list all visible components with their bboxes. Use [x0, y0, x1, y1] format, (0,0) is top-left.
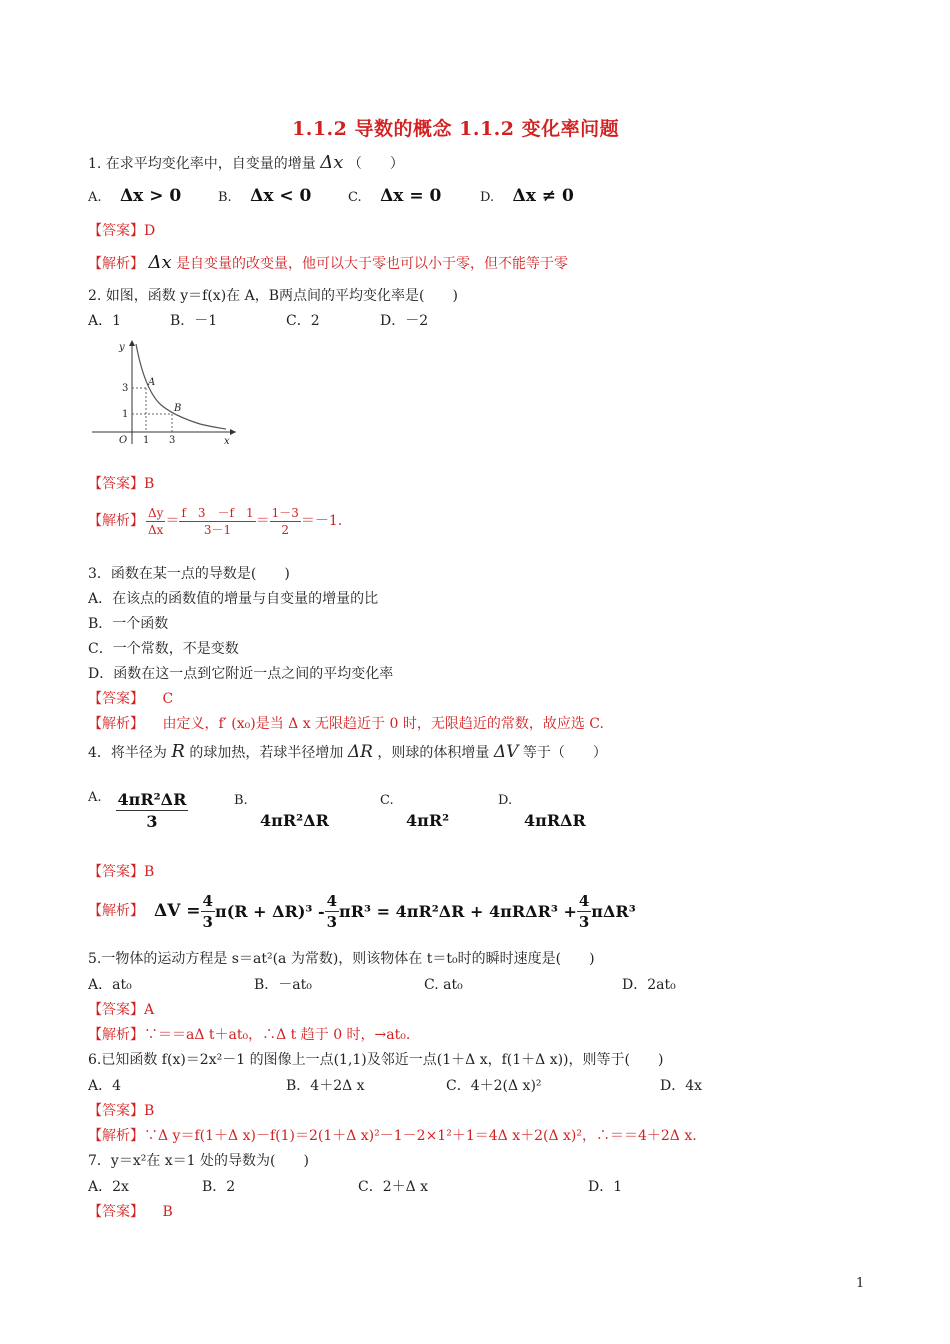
- q1-analysis-math: Δx: [148, 252, 172, 273]
- q4-analysis-frac1: [201, 892, 215, 931]
- q5-answer-value: A: [144, 1002, 155, 1018]
- q4-option-a-label: A.: [88, 790, 102, 805]
- q1-stem-before: 1. 在求平均变化率中，自变量的增量: [88, 156, 316, 172]
- q3-option-c: C．一个常数，不是变数: [88, 641, 239, 657]
- q6-option-c: C．4＋2(Δ x)²: [446, 1078, 542, 1094]
- q3-option-a: A．在该点的函数值的增量与自变量的增量的比: [88, 591, 379, 607]
- q5-option-d: D．2at₀: [622, 977, 676, 993]
- q2-frac1-num: Δy: [146, 506, 165, 522]
- q4-option-b: [234, 792, 329, 830]
- q4-frac1-num: 4: [202, 892, 213, 910]
- q4-option-a-frac: [116, 790, 189, 831]
- q5-answer-label: 【答案】: [88, 1002, 144, 1018]
- question-1-stem: [88, 152, 404, 174]
- q4-frac2-den: 3: [326, 913, 338, 931]
- q2-option-b: B．－1: [170, 313, 218, 329]
- q4-stem-after: 等于（ ）: [522, 745, 607, 761]
- q6-analysis-text: ∵Δ y＝f(1＋Δ x)－f(1)＝2(1＋Δ x)²－1－2×1²＋1＝4Δ x＋2(Δ x)²，∴＝＝4＋2Δ x.: [144, 1128, 697, 1144]
- q4-analysis-term3: πΔR³: [591, 901, 636, 921]
- q4-option-d-label: D.: [498, 793, 513, 808]
- q1-answer-value: D: [144, 223, 156, 239]
- q6-option-b: B．4＋2Δ x: [286, 1078, 365, 1094]
- q1-option-c-label: C.: [348, 190, 362, 205]
- q4-option-b-math: 4πR²ΔR: [260, 810, 329, 830]
- x-axis-arrow: [230, 429, 236, 435]
- graph-point-a: A: [148, 377, 156, 388]
- q2-analysis-label: 【解析】: [88, 513, 144, 530]
- q4-analysis-term2: πR³ = 4πR²ΔR + 4πRΔR³ +: [339, 901, 577, 921]
- q5-option-c: C. at₀: [424, 977, 463, 993]
- q5-analysis: [88, 1027, 410, 1044]
- q1-stem-after: （ ）: [347, 156, 404, 172]
- q4-frac3-den: 3: [578, 913, 590, 931]
- q3-option-b: B．一个函数: [88, 616, 169, 632]
- q5-option-a: A．at₀: [88, 977, 132, 993]
- q2-frac2-den: 3－1: [203, 523, 232, 538]
- q4-option-a-num: 4πR²ΔR: [116, 790, 189, 811]
- graph-point-b: B: [174, 403, 182, 414]
- q1-option-b: [218, 186, 311, 206]
- q4-option-d: [498, 792, 586, 830]
- q2-analysis-frac2: [179, 506, 255, 538]
- q6-option-d: D．4x: [660, 1078, 703, 1094]
- question-6-stem: 6.已知函数 f(x)＝2x²－1 的图像上一点(1,1)及邻近一点(1＋Δ x，f(1＋Δ x))，则等于( ): [88, 1052, 664, 1068]
- q3-answer-label: 【答案】: [88, 691, 144, 707]
- q7-option-d: D．1: [588, 1179, 623, 1195]
- question-4-stem: [88, 741, 607, 763]
- q4-option-a: [88, 790, 188, 831]
- y-axis-arrow: [129, 340, 135, 346]
- q2-answer: [88, 476, 154, 493]
- q3-analysis-label: 【解析】: [88, 716, 144, 732]
- q4-stem-mid: 的球加热，若球半径增加: [189, 745, 344, 761]
- q2-eq2: ＝: [255, 513, 270, 530]
- q6-answer: [88, 1103, 154, 1120]
- q4-option-c-label: C.: [380, 793, 394, 808]
- q5-analysis-label: 【解析】: [88, 1027, 144, 1043]
- page-number: 1: [856, 1276, 865, 1291]
- q4-analysis-label: 【解析】: [88, 903, 144, 920]
- q1-option-d-label: D.: [480, 190, 495, 205]
- q6-option-a: A．4: [88, 1078, 122, 1094]
- q1-option-a: [88, 186, 181, 206]
- q3-answer: [88, 691, 173, 708]
- q2-result: ＝－1.: [300, 513, 343, 530]
- q7-option-b: B．2: [202, 1179, 236, 1195]
- q5-answer: [88, 1002, 154, 1019]
- q4-analysis-frac2: [325, 892, 339, 931]
- graph-x-tick-1: 1: [143, 435, 150, 446]
- q7-answer: [88, 1204, 173, 1221]
- q4-answer: [88, 864, 154, 881]
- q4-stem-dv: ΔV: [493, 742, 519, 762]
- q4-analysis-term1: π(R + ΔR)³ -: [214, 901, 325, 921]
- q4-stem-r: R: [171, 741, 185, 762]
- graph-y-tick-3: 3: [122, 383, 129, 394]
- graph-origin-label: O: [119, 435, 128, 446]
- q5-analysis-text: ∵＝＝aΔ t＋at₀，∴Δ t 趋于 0 时，→at₀.: [144, 1027, 411, 1043]
- q4-stem-before: 4．将半径为: [88, 745, 167, 761]
- q6-answer-label: 【答案】: [88, 1103, 144, 1119]
- q2-option-d: D．－2: [380, 313, 429, 329]
- q3-analysis-text: 由定义，f′ (x₀)是当 Δ x 无限趋近于 0 时，无限趋近的常数，故应选 C.: [162, 716, 604, 732]
- graph-x-label: x: [224, 436, 230, 447]
- q4-answer-value: B: [144, 864, 155, 880]
- q1-answer: [88, 223, 155, 240]
- q2-frac3-den: 2: [281, 523, 290, 538]
- q7-option-c: C．2＋Δ x: [358, 1179, 429, 1195]
- question-7-stem: 7．y＝x²在 x＝1 处的导数为( ): [88, 1153, 309, 1169]
- q1-answer-label: 【答案】: [88, 223, 144, 239]
- q1-option-d: [480, 186, 574, 206]
- q1-analysis: [88, 252, 568, 274]
- q4-option-c: [380, 792, 449, 830]
- q2-frac3-num: 1－3: [270, 506, 301, 522]
- q7-option-a: A．2x: [88, 1179, 129, 1195]
- graph-y-label: y: [119, 342, 125, 353]
- q4-analysis-frac3: [577, 892, 591, 931]
- q1-option-d-math: Δx ≠ 0: [512, 186, 574, 206]
- q4-analysis: [88, 892, 636, 931]
- q4-stem-dr: ΔR: [347, 742, 373, 762]
- q4-option-b-label: B.: [234, 793, 248, 808]
- question-3-stem: 3．函数在某一点的导数是( ): [88, 566, 290, 582]
- q3-answer-value: C: [162, 691, 174, 707]
- q1-option-b-label: B.: [218, 190, 232, 205]
- q2-option-a: A．1: [88, 313, 122, 329]
- q6-answer-value: B: [144, 1103, 155, 1119]
- q1-stem-math: Δx: [320, 152, 344, 173]
- q1-option-a-math: Δx > 0: [119, 186, 182, 206]
- q2-function-graph: [88, 336, 248, 448]
- q2-eq1: ＝: [165, 513, 180, 530]
- graph-y-tick-1: 1: [122, 409, 129, 420]
- q3-analysis: [88, 716, 604, 733]
- question-5-stem: 5.一物体的运动方程是 s＝at²(a 为常数)，则该物体在 t＝t₀时的瞬时速度是( ): [88, 951, 595, 967]
- q2-analysis: [88, 506, 342, 538]
- q4-option-d-math: 4πRΔR: [524, 810, 586, 830]
- q2-analysis-frac3: [270, 506, 301, 538]
- q2-answer-value: B: [144, 476, 155, 492]
- q4-stem-mid2: ，则球的体积增量: [377, 745, 490, 761]
- q2-answer-label: 【答案】: [88, 476, 144, 492]
- q7-answer-label: 【答案】: [88, 1204, 144, 1220]
- q1-option-a-label: A.: [88, 190, 102, 205]
- q6-analysis-label: 【解析】: [88, 1128, 144, 1144]
- q4-answer-label: 【答案】: [88, 864, 144, 880]
- q4-frac2-num: 4: [326, 892, 338, 910]
- q7-answer-value: B: [162, 1204, 173, 1220]
- q1-option-c: [348, 186, 441, 206]
- q4-frac3-num: 4: [578, 892, 590, 910]
- q2-option-c: C．2: [286, 313, 320, 329]
- q1-analysis-text: 是自变量的改变量，他可以大于零也可以小于零，但不能等于零: [176, 256, 569, 272]
- graph-x-tick-3: 3: [169, 435, 176, 446]
- q1-analysis-label: 【解析】: [88, 256, 144, 272]
- q4-frac1-den: 3: [202, 913, 213, 931]
- q1-option-b-math: Δx < 0: [250, 186, 312, 206]
- q5-option-b: B．－at₀: [254, 977, 312, 993]
- page-title: 1.1.2 导数的概念 1.1.2 变化率问题: [292, 118, 620, 140]
- q3-option-d: D．函数在这一点到它附近一点之间的平均变化率: [88, 666, 394, 682]
- question-2-stem: 2. 如图，函数 y＝f(x)在 A，B两点间的平均变化率是( ): [88, 288, 458, 304]
- q2-frac2-num: f 3 －f 1: [179, 506, 255, 522]
- q4-option-a-den: 3: [146, 812, 158, 832]
- q4-option-c-math: 4πR²: [406, 810, 450, 830]
- q2-analysis-frac1: [146, 506, 165, 538]
- q1-option-c-math: Δx = 0: [380, 186, 442, 206]
- q6-analysis: [88, 1128, 697, 1145]
- q2-frac1-den: Δx: [148, 523, 164, 538]
- q4-analysis-lhs: ΔV =: [154, 901, 201, 922]
